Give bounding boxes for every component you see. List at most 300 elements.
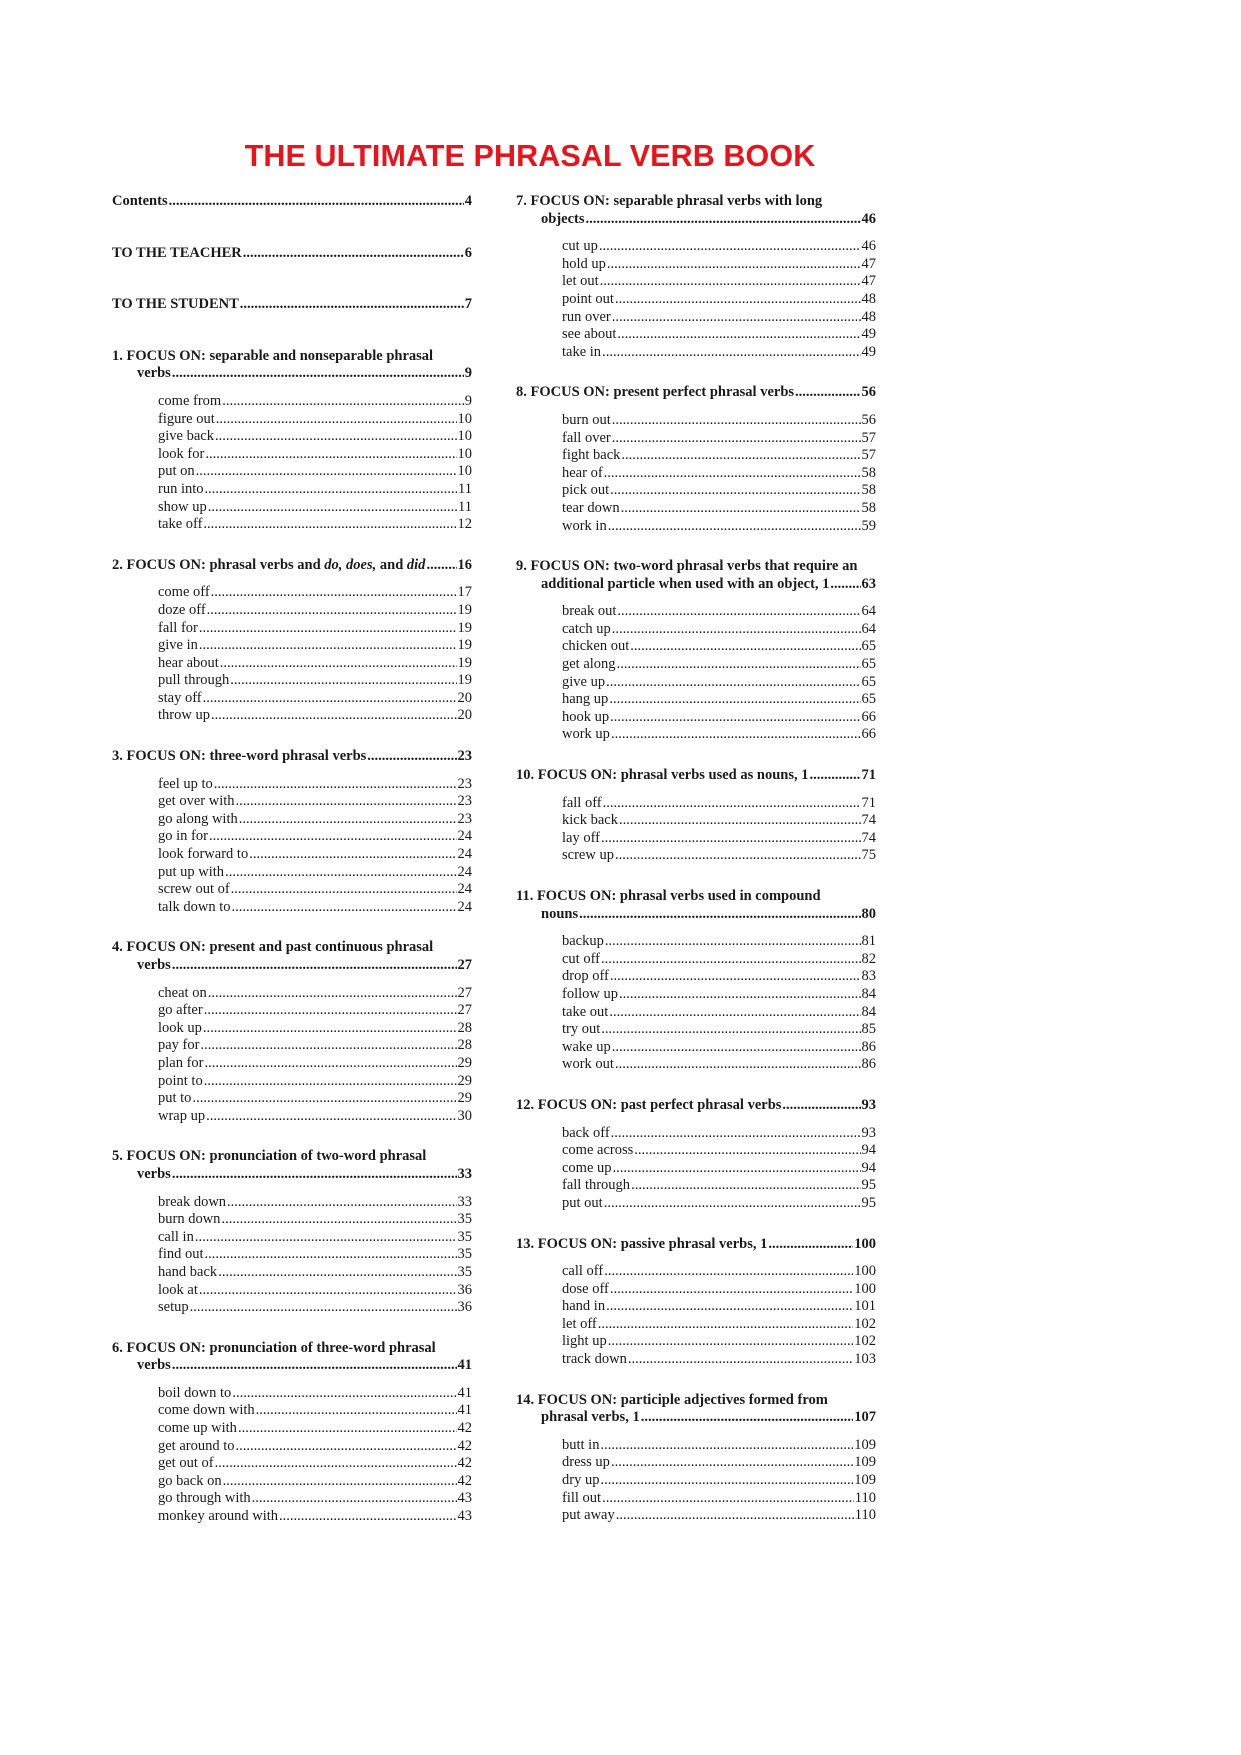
phrasal-verb-entry[interactable] — [158, 1073, 472, 1091]
leader-dots — [203, 1020, 457, 1038]
entry-label: give up — [562, 673, 606, 690]
entry-label: doze off — [158, 601, 206, 618]
leader-dots — [238, 1420, 457, 1438]
phrasal-verb-entry[interactable] — [562, 1507, 876, 1525]
leader-dots — [172, 365, 464, 383]
section-heading-continuation[interactable] — [516, 576, 876, 594]
entry-page-number: 64 — [861, 603, 876, 620]
toc-top-entry[interactable] — [112, 245, 472, 263]
toc-section — [516, 384, 876, 535]
entry-page-number: 86 — [861, 1056, 876, 1073]
leader-dots — [215, 1455, 457, 1473]
entry-label: lay off — [562, 829, 600, 846]
toc-section — [516, 1392, 876, 1525]
leader-dots — [631, 1177, 860, 1195]
toc-top-entry[interactable] — [112, 296, 472, 314]
phrasal-verb-entry[interactable] — [158, 672, 472, 690]
phrasal-verb-entry[interactable] — [562, 951, 876, 969]
entry-label: come up — [562, 1159, 612, 1176]
phrasal-verb-entry[interactable] — [562, 291, 876, 309]
phrasal-verb-entry[interactable] — [158, 1299, 472, 1317]
entry-page-number: 66 — [861, 726, 876, 743]
entry-page-number: 20 — [457, 707, 472, 724]
entry-page-number: 35 — [457, 1246, 472, 1263]
phrasal-verb-entry[interactable] — [158, 864, 472, 882]
phrasal-verb-entry[interactable] — [158, 584, 472, 602]
phrasal-verb-entry[interactable] — [158, 1020, 472, 1038]
entry-label: get out of — [158, 1455, 214, 1472]
entry-page-number: 42 — [457, 1420, 472, 1437]
section-heading[interactable] — [112, 939, 472, 974]
leader-dots — [243, 245, 464, 263]
phrasal-verb-entry[interactable] — [562, 1056, 876, 1074]
leader-dots — [617, 326, 860, 344]
entry-label: 10. FOCUS ON: phrasal verbs used as nouns, 1 — [516, 767, 809, 784]
leader-dots — [231, 881, 457, 899]
phrasal-verb-entry[interactable] — [562, 518, 876, 536]
phrasal-verb-entry[interactable] — [158, 411, 472, 429]
phrasal-verb-entry[interactable] — [158, 1264, 472, 1282]
leader-dots — [221, 1211, 456, 1229]
section-heading-continuation[interactable] — [112, 365, 472, 383]
phrasal-verb-entry[interactable] — [562, 500, 876, 518]
phrasal-verb-list — [516, 412, 876, 535]
entry-page-number: 80 — [861, 905, 876, 922]
phrasal-verb-entry[interactable] — [562, 447, 876, 465]
entry-label: hang up — [562, 691, 609, 708]
phrasal-verb-list — [516, 238, 876, 361]
phrasal-verb-entry[interactable] — [158, 1420, 472, 1438]
section-heading-continuation[interactable] — [516, 906, 876, 924]
entry-label: break down — [158, 1193, 227, 1210]
phrasal-verb-entry[interactable] — [562, 830, 876, 848]
phrasal-verb-entry[interactable] — [562, 795, 876, 813]
entry-page-number: 56 — [861, 411, 876, 428]
phrasal-verb-entry[interactable] — [158, 655, 472, 673]
entry-page-number: 57 — [861, 429, 876, 446]
phrasal-verb-entry[interactable] — [562, 430, 876, 448]
section-page-number: 16 — [457, 556, 472, 573]
entry-label: try out — [562, 1021, 601, 1038]
leader-dots — [205, 481, 458, 499]
phrasal-verb-entry[interactable] — [562, 482, 876, 500]
entry-label: come down with — [158, 1402, 255, 1419]
toc-section — [112, 748, 472, 916]
toc-top-entry[interactable] — [112, 193, 472, 211]
phrasal-verb-entry[interactable] — [158, 602, 472, 620]
leader-dots — [204, 1002, 457, 1020]
phrasal-verb-entry[interactable] — [562, 326, 876, 344]
phrasal-verb-entry[interactable] — [158, 620, 472, 638]
section-heading-continuation[interactable] — [112, 1166, 472, 1184]
entry-label: burn down — [158, 1211, 221, 1228]
entry-label: run over — [562, 308, 611, 325]
entry-label: additional particle when used with an object, 1 — [541, 575, 830, 592]
entry-label: call off — [562, 1263, 604, 1280]
leader-dots — [367, 748, 456, 766]
entry-page-number: 110 — [854, 1507, 876, 1524]
entry-label: talk down to — [158, 898, 231, 915]
leader-dots — [616, 1507, 854, 1525]
entry-page-number: 95 — [861, 1194, 876, 1211]
leader-dots — [603, 795, 861, 813]
phrasal-verb-entry[interactable] — [158, 1090, 472, 1108]
phrasal-verb-entry[interactable] — [158, 463, 472, 481]
phrasal-verb-entry[interactable] — [562, 986, 876, 1004]
entry-label: nouns — [541, 905, 579, 922]
entry-label: TO THE TEACHER — [112, 244, 242, 261]
leader-dots — [601, 1021, 860, 1039]
leader-dots — [192, 1090, 456, 1108]
leader-dots — [199, 620, 457, 638]
phrasal-verb-entry[interactable] — [562, 933, 876, 951]
phrasal-verb-entry[interactable] — [158, 1282, 472, 1300]
section-heading-continuation[interactable] — [112, 1357, 472, 1375]
leader-dots — [200, 1037, 456, 1055]
leader-dots — [612, 309, 861, 327]
leader-dots — [214, 776, 457, 794]
entry-page-number: 17 — [457, 584, 472, 601]
entry-page-number: 48 — [861, 308, 876, 325]
phrasal-verb-entry[interactable] — [158, 1108, 472, 1126]
phrasal-verb-entry[interactable] — [562, 1472, 876, 1490]
entry-page-number: 74 — [861, 812, 876, 829]
phrasal-verb-entry[interactable] — [562, 1142, 876, 1160]
phrasal-verb-entry[interactable] — [158, 1194, 472, 1212]
leader-dots — [205, 1246, 457, 1264]
leader-dots — [610, 1281, 853, 1299]
phrasal-verb-entry[interactable] — [158, 1455, 472, 1473]
entry-page-number: 19 — [457, 637, 472, 654]
leader-dots — [621, 447, 860, 465]
entry-page-number: 84 — [861, 985, 876, 1002]
entry-label: verbs — [137, 957, 171, 973]
leader-dots — [617, 603, 860, 621]
phrasal-verb-entry[interactable] — [562, 273, 876, 291]
leader-dots — [607, 256, 861, 274]
phrasal-verb-entry[interactable] — [562, 256, 876, 274]
toc-section — [112, 1340, 472, 1526]
phrasal-verb-entry[interactable] — [562, 674, 876, 692]
leader-dots — [634, 1142, 860, 1160]
section-heading[interactable] — [516, 767, 876, 785]
phrasal-verb-entry[interactable] — [562, 1437, 876, 1455]
entry-label: objects — [541, 210, 585, 227]
phrasal-verb-entry[interactable] — [158, 1473, 472, 1491]
phrasal-verb-entry[interactable] — [158, 793, 472, 811]
phrasal-verb-entry[interactable] — [562, 1454, 876, 1472]
leader-dots — [205, 1055, 457, 1073]
phrasal-verb-entry[interactable] — [158, 1037, 472, 1055]
phrasal-verb-list — [112, 393, 472, 534]
section-heading[interactable] — [112, 557, 472, 575]
entry-label: catch up — [562, 620, 611, 637]
phrasal-verb-entry[interactable] — [158, 776, 472, 794]
phrasal-verb-entry[interactable] — [158, 828, 472, 846]
entry-page-number: 41 — [457, 1402, 472, 1419]
leader-dots — [641, 1409, 854, 1427]
phrasal-verb-entry[interactable] — [158, 690, 472, 708]
entry-page-number: 36 — [457, 1281, 472, 1298]
phrasal-verb-entry[interactable] — [158, 811, 472, 829]
entry-page-number: 35 — [457, 1211, 472, 1228]
entry-page-number: 65 — [861, 673, 876, 690]
entry-label: fall through — [562, 1177, 631, 1194]
entry-page-number: 85 — [861, 1021, 876, 1038]
entry-label: TO THE STUDENT — [112, 296, 239, 313]
entry-page-number: 20 — [457, 689, 472, 706]
entry-label: break out — [562, 603, 617, 620]
section-heading[interactable] — [112, 348, 472, 383]
phrasal-verb-list — [516, 1263, 876, 1369]
leader-dots — [610, 482, 860, 500]
leader-dots — [619, 812, 861, 830]
entry-page-number: 47 — [861, 273, 876, 290]
entry-label: go back on — [158, 1472, 222, 1489]
phrasal-verb-entry[interactable] — [158, 499, 472, 517]
toc-left-column — [112, 193, 472, 1526]
leader-dots — [225, 864, 456, 882]
phrasal-verb-entry[interactable] — [158, 707, 472, 725]
entry-page-number: 63 — [861, 575, 876, 592]
entry-page-number: 84 — [861, 1003, 876, 1020]
phrasal-verb-entry[interactable] — [562, 656, 876, 674]
entry-label: work out — [562, 1056, 614, 1073]
leader-dots — [611, 1125, 861, 1143]
phrasal-verb-entry[interactable] — [158, 985, 472, 1003]
phrasal-verb-entry[interactable] — [158, 1438, 472, 1456]
phrasal-verb-entry[interactable] — [562, 968, 876, 986]
entry-label: 12. FOCUS ON: past perfect phrasal verbs — [516, 1096, 782, 1113]
phrasal-verb-entry[interactable] — [158, 428, 472, 446]
section-heading[interactable] — [112, 1148, 472, 1183]
leader-dots — [230, 672, 456, 690]
phrasal-verb-entry[interactable] — [562, 1195, 876, 1213]
section-heading[interactable] — [516, 1097, 876, 1115]
phrasal-verb-list — [112, 1194, 472, 1317]
entry-label: look up — [158, 1019, 202, 1036]
phrasal-verb-entry[interactable] — [158, 446, 472, 464]
section-heading[interactable] — [112, 1340, 472, 1375]
phrasal-verb-entry[interactable] — [158, 516, 472, 534]
phrasal-verb-entry[interactable] — [158, 1402, 472, 1420]
entry-page-number: 28 — [457, 1019, 472, 1036]
phrasal-verb-entry[interactable] — [562, 638, 876, 656]
entry-page-number: 107 — [854, 1409, 876, 1426]
phrasal-verb-entry[interactable] — [158, 1490, 472, 1508]
phrasal-verb-entry[interactable] — [562, 847, 876, 865]
toc-section — [516, 1236, 876, 1369]
entry-label: figure out — [158, 410, 215, 427]
section-heading[interactable] — [516, 1236, 876, 1254]
entry-label: work in — [562, 517, 607, 534]
phrasal-verb-entry[interactable] — [562, 1263, 876, 1281]
entry-label: put away — [562, 1507, 615, 1524]
phrasal-verb-list — [112, 985, 472, 1126]
leader-dots — [612, 412, 861, 430]
section-heading-line: 9. FOCUS ON: two-word phrasal verbs that require an — [516, 558, 858, 575]
leader-dots — [611, 726, 861, 744]
phrasal-verb-entry[interactable] — [562, 309, 876, 327]
phrasal-verb-entry[interactable] — [562, 1281, 876, 1299]
leader-dots — [223, 1473, 457, 1491]
entry-page-number: 9 — [464, 365, 472, 382]
phrasal-verb-entry[interactable] — [562, 1021, 876, 1039]
section-heading-continuation[interactable] — [112, 957, 472, 975]
phrasal-verb-list — [516, 795, 876, 865]
phrasal-verb-entry[interactable] — [158, 846, 472, 864]
entry-label: plan for — [158, 1054, 204, 1071]
entry-page-number: 102 — [854, 1333, 876, 1350]
phrasal-verb-entry[interactable] — [158, 1229, 472, 1247]
toc-section — [516, 558, 876, 744]
phrasal-verb-entry[interactable] — [562, 238, 876, 256]
phrasal-verb-entry[interactable] — [562, 1160, 876, 1178]
phrasal-verb-entry[interactable] — [158, 481, 472, 499]
phrasal-verb-entry[interactable] — [562, 691, 876, 709]
entry-label: verbs — [137, 1357, 171, 1374]
entry-page-number: 23 — [457, 810, 472, 827]
entry-label: tear down — [562, 499, 620, 516]
phrasal-verb-entry[interactable] — [562, 1039, 876, 1057]
entry-page-number: 24 — [457, 846, 472, 863]
entry-label: hear about — [158, 654, 219, 671]
phrasal-verb-entry[interactable] — [158, 1002, 472, 1020]
phrasal-verb-entry[interactable] — [562, 812, 876, 830]
phrasal-verb-entry[interactable] — [158, 1055, 472, 1073]
leader-dots — [609, 691, 860, 709]
entry-label: pay for — [158, 1037, 200, 1054]
entry-label: come up with — [158, 1420, 237, 1437]
leader-dots — [608, 518, 861, 536]
phrasal-verb-entry[interactable] — [562, 621, 876, 639]
entry-label: drop off — [562, 968, 609, 985]
phrasal-verb-entry[interactable] — [562, 1333, 876, 1351]
leader-dots — [598, 1316, 853, 1334]
entry-label: 13. FOCUS ON: passive phrasal verbs, 1 — [516, 1235, 768, 1252]
leader-dots — [203, 516, 456, 534]
entry-label: follow up — [562, 985, 618, 1002]
phrasal-verb-entry[interactable] — [562, 709, 876, 727]
entry-page-number: 103 — [854, 1351, 876, 1368]
phrasal-verb-entry[interactable] — [562, 412, 876, 430]
leader-dots — [608, 1333, 854, 1351]
phrasal-verb-entry[interactable] — [562, 1351, 876, 1369]
phrasal-verb-entry[interactable] — [562, 1298, 876, 1316]
entry-label: let off — [562, 1315, 597, 1332]
entry-label: 3. FOCUS ON: three-word phrasal verbs — [112, 748, 367, 765]
entry-label: fall off — [562, 794, 602, 811]
entry-label: give in — [158, 637, 198, 654]
phrasal-verb-entry[interactable] — [562, 726, 876, 744]
entry-page-number: 29 — [457, 1072, 472, 1089]
entry-page-number: 59 — [861, 517, 876, 534]
leader-dots — [232, 1385, 456, 1403]
leader-dots — [606, 1298, 853, 1316]
section-heading-line: 14. FOCUS ON: participle adjectives formed from — [516, 1391, 828, 1408]
phrasal-verb-list — [516, 603, 876, 744]
entry-page-number: 109 — [854, 1454, 876, 1471]
leader-dots — [628, 1351, 853, 1369]
entry-label: 8. FOCUS ON: present perfect phrasal verbs — [516, 384, 795, 401]
phrasal-verb-entry[interactable] — [562, 1004, 876, 1022]
leader-dots — [600, 1472, 853, 1490]
toc-section — [516, 888, 876, 1074]
leader-dots — [609, 1004, 860, 1022]
leader-dots — [600, 1437, 853, 1455]
phrasal-verb-entry[interactable] — [158, 1211, 472, 1229]
entry-label: get over with — [158, 793, 235, 810]
section-heading[interactable] — [516, 1392, 876, 1427]
section-heading[interactable] — [516, 558, 876, 593]
entry-page-number: 12 — [457, 516, 472, 533]
section-heading[interactable] — [516, 384, 876, 402]
entry-page-number: 24 — [457, 828, 472, 845]
leader-dots — [207, 602, 457, 620]
entry-page-number: 93 — [861, 1096, 876, 1113]
phrasal-verb-entry[interactable] — [562, 1316, 876, 1334]
phrasal-verb-entry[interactable] — [158, 393, 472, 411]
section-heading-continuation[interactable] — [516, 1409, 876, 1427]
entry-label: stay off — [158, 689, 202, 706]
entry-label: light up — [562, 1333, 607, 1350]
section-heading-continuation[interactable] — [516, 211, 876, 229]
section-heading[interactable] — [516, 888, 876, 923]
leader-dots — [227, 1194, 456, 1212]
section-heading[interactable] — [516, 193, 876, 228]
phrasal-verb-entry[interactable] — [562, 1177, 876, 1195]
entry-label: dry up — [562, 1472, 600, 1489]
entry-page-number: 101 — [854, 1298, 876, 1315]
entry-page-number: 42 — [457, 1472, 472, 1489]
phrasal-verb-entry[interactable] — [158, 1508, 472, 1526]
section-heading[interactable] — [112, 748, 472, 766]
leader-dots — [809, 767, 860, 785]
phrasal-verb-entry[interactable] — [158, 1385, 472, 1403]
entry-label: go after — [158, 1002, 203, 1019]
entry-page-number: 71 — [861, 794, 876, 811]
entry-page-number: 19 — [457, 619, 472, 636]
phrasal-verb-entry[interactable] — [562, 344, 876, 362]
entry-page-number: 86 — [861, 1038, 876, 1055]
leader-dots — [610, 709, 860, 727]
entry-label: throw up — [158, 707, 210, 724]
section-heading-label: 2. FOCUS ON: phrasal verbs and do, does, and did — [112, 556, 426, 573]
phrasal-verb-entry[interactable] — [562, 603, 876, 621]
entry-label: give back — [158, 428, 214, 445]
leader-dots — [199, 637, 457, 655]
leader-dots — [604, 1263, 853, 1281]
entry-page-number: 47 — [861, 255, 876, 272]
leader-dots — [602, 1490, 854, 1508]
entry-label: cut up — [562, 238, 598, 255]
section-heading-line: 11. FOCUS ON: phrasal verbs used in compound — [516, 888, 821, 904]
phrasal-verb-entry[interactable] — [562, 1490, 876, 1508]
section-heading-line: 1. FOCUS ON: separable and nonseparable phrasal — [112, 347, 434, 364]
leader-dots — [218, 1264, 456, 1282]
entry-page-number: 4 — [464, 193, 472, 209]
entry-label: cut off — [562, 950, 600, 967]
entry-page-number: 100 — [854, 1280, 876, 1297]
phrasal-verb-entry[interactable] — [158, 1246, 472, 1264]
phrasal-verb-entry[interactable] — [158, 637, 472, 655]
entry-label: take off — [158, 516, 203, 533]
phrasal-verb-entry[interactable] — [562, 465, 876, 483]
phrasal-verb-entry[interactable] — [158, 881, 472, 899]
leader-dots — [426, 557, 456, 575]
phrasal-verb-entry[interactable] — [562, 1125, 876, 1143]
phrasal-verb-entry[interactable] — [158, 899, 472, 917]
